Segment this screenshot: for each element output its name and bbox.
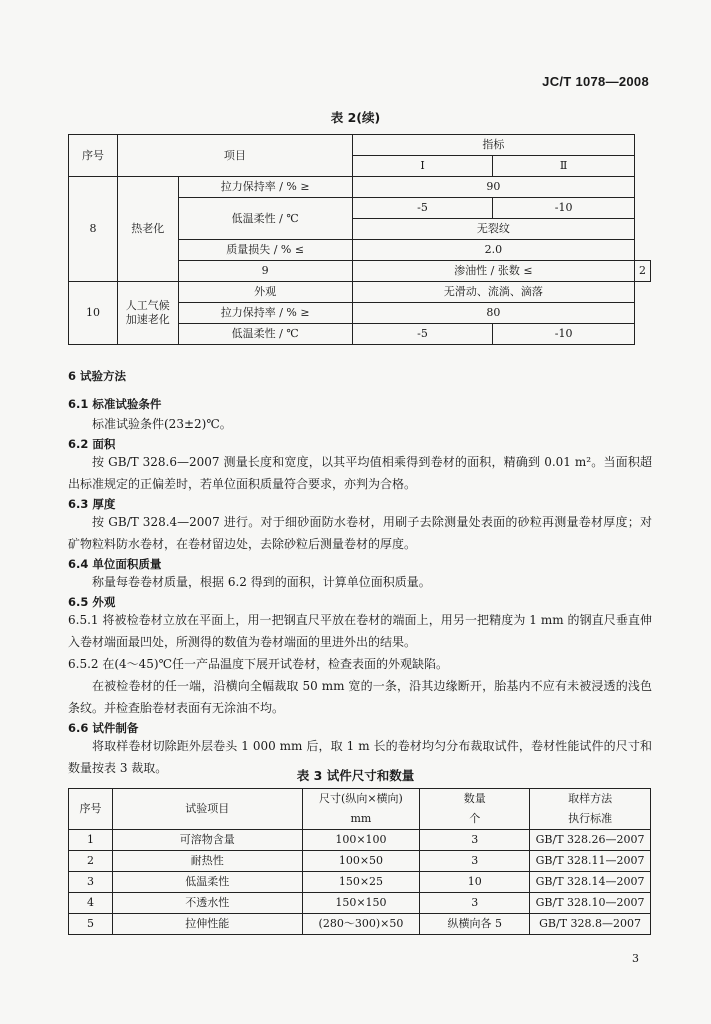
row-label: 拉力保持率 / % ≥ (178, 177, 352, 198)
cell-method: GB/T 328.8—2007 (530, 914, 651, 935)
section-6-1-title: 6.1 标准试验条件 (68, 397, 162, 411)
col-header-size-unit: mm (302, 809, 420, 830)
col-header-method: 取样方法 (530, 789, 651, 810)
col-header-item: 试验项目 (112, 789, 302, 830)
cell-method: GB/T 328.14—2007 (530, 872, 651, 893)
cell-method: GB/T 328.10—2007 (530, 893, 651, 914)
row-value: 2.0 (352, 240, 634, 261)
document-code: JC/T 1078—2008 (542, 74, 649, 89)
table-row (69, 914, 651, 935)
section-6-4-text: 称量每卷卷材质量，根据 6.2 得到的面积，计算单位面积质量。 (92, 575, 431, 589)
col-header-index: 指标 (352, 135, 634, 156)
row-group: 人工气候加速老化 (118, 282, 178, 345)
row-value: 80 (352, 303, 634, 324)
row-value: -5 (352, 198, 492, 219)
cell-item: 低温柔性 (112, 872, 302, 893)
row-no: 8 (69, 177, 118, 282)
section-6-3-text: 按 GB/T 328.4—2007 进行。对于细砂面防水卷材，用刷子去除测量处表面的砂粒再测量卷材厚度；对矿物粒料防水卷材，在卷材留边处，去除砂粒后测量卷材的厚度。 (68, 515, 652, 551)
row-no: 10 (69, 282, 118, 345)
table-row (69, 893, 651, 914)
cell-qty: 3 (420, 830, 530, 851)
row-value: 无滑动、流淌、滴落 (352, 282, 634, 303)
table-row (69, 872, 651, 893)
cell-size: 150×150 (302, 893, 420, 914)
col-header-method-2: 执行标准 (530, 809, 651, 830)
section-6-2-text: 按 GB/T 328.6—2007 测量长度和宽度，以其平均值相乘得到卷材的面积，精确到 0.01 m²。当面积超出标准规定的正偏差时，若单位面积质量符合要求，亦判为合格。 (68, 455, 652, 491)
table-2 (68, 134, 651, 345)
row-label: 低温柔性 / ℃ (178, 198, 352, 240)
row-no: 9 (178, 261, 352, 282)
cell-size: (280～300)×50 (302, 914, 420, 935)
section-6-5-2-text: 6.5.2 在(4～45)℃任一产品温度下展开试卷材，检查表面的外观缺陷。 (68, 657, 449, 671)
page-number: 3 (632, 952, 639, 965)
cell-qty: 3 (420, 851, 530, 872)
section-6-2-title: 6.2 面积 (68, 437, 116, 451)
table3-caption: 表 3 试件尺寸和数量 (296, 768, 415, 783)
row-value: 2 (635, 261, 651, 282)
section-6-6-text: 将取样卷材切除距外层卷头 1 000 mm 后，取 1 m 长的卷材均匀分布裁取试件，卷材性能试件的尺寸和数量按表 3 裁取。 (68, 739, 652, 775)
row-value: 90 (352, 177, 634, 198)
col-header-qty: 数量 (420, 789, 530, 810)
row-label: 外观 (178, 282, 352, 303)
col-header-no: 序号 (69, 789, 113, 830)
cell-no: 3 (69, 872, 113, 893)
cell-size: 150×25 (302, 872, 420, 893)
section-6-5-2-text-2: 在被检卷材的任一端，沿横向全幅裁取 50 mm 宽的一条，沿其边缘断开，胎基内不应有未被浸透的浅色条纹。并检查胎卷材表面有无涂油不均。 (68, 679, 652, 715)
section-6-5-title: 6.5 外观 (68, 595, 116, 609)
col-header-size: 尺寸(纵向×横向) (302, 789, 420, 810)
cell-qty: 3 (420, 893, 530, 914)
section-6-4-title: 6.4 单位面积质量 (68, 557, 162, 571)
section-6-3-title: 6.3 厚度 (68, 497, 116, 511)
row-value: 无裂纹 (352, 219, 634, 240)
section-6-6-title: 6.6 试件制备 (68, 721, 139, 735)
cell-qty: 纵横向各 5 (420, 914, 530, 935)
row-value: -10 (493, 198, 635, 219)
cell-no: 4 (69, 893, 113, 914)
row-label: 低温柔性 / ℃ (178, 324, 352, 345)
cell-size: 100×100 (302, 830, 420, 851)
cell-no: 1 (69, 830, 113, 851)
cell-item: 耐热性 (112, 851, 302, 872)
col-header-grade-2: Ⅱ (493, 156, 635, 177)
col-header-item: 项目 (118, 135, 353, 177)
table-3 (68, 788, 651, 935)
row-label: 渗油性 / 张数 ≤ (352, 261, 634, 282)
col-header-grade-1: Ⅰ (352, 156, 492, 177)
row-label: 拉力保持率 / % ≥ (178, 303, 352, 324)
col-header-qty-unit: 个 (420, 809, 530, 830)
section-6-title: 6 试验方法 (68, 369, 127, 383)
table2-caption: 表 2(续) (330, 110, 381, 125)
cell-size: 100×50 (302, 851, 420, 872)
cell-no: 5 (69, 914, 113, 935)
row-label: 质量损失 / % ≤ (178, 240, 352, 261)
cell-item: 拉伸性能 (112, 914, 302, 935)
row-value: -5 (352, 324, 492, 345)
cell-qty: 10 (420, 872, 530, 893)
section-6-1-text: 标准试验条件(23±2)℃。 (92, 417, 232, 431)
section-6-5-1-text: 6.5.1 将被检卷材立放在平面上，用一把钢直尺平放在卷材的端面上，用另一把精度为 1 mm 的钢直尺垂直伸入卷材端面最凹处，所测得的数值为卷材端面的里进外出的结果。 (68, 613, 652, 649)
cell-item: 可溶物含量 (112, 830, 302, 851)
cell-method: GB/T 328.26—2007 (530, 830, 651, 851)
cell-no: 2 (69, 851, 113, 872)
table-row (69, 851, 651, 872)
row-group: 热老化 (118, 177, 178, 282)
cell-method: GB/T 328.11—2007 (530, 851, 651, 872)
row-value: -10 (493, 324, 635, 345)
col-header-no: 序号 (69, 135, 118, 177)
table-row (69, 830, 651, 851)
cell-item: 不透水性 (112, 893, 302, 914)
